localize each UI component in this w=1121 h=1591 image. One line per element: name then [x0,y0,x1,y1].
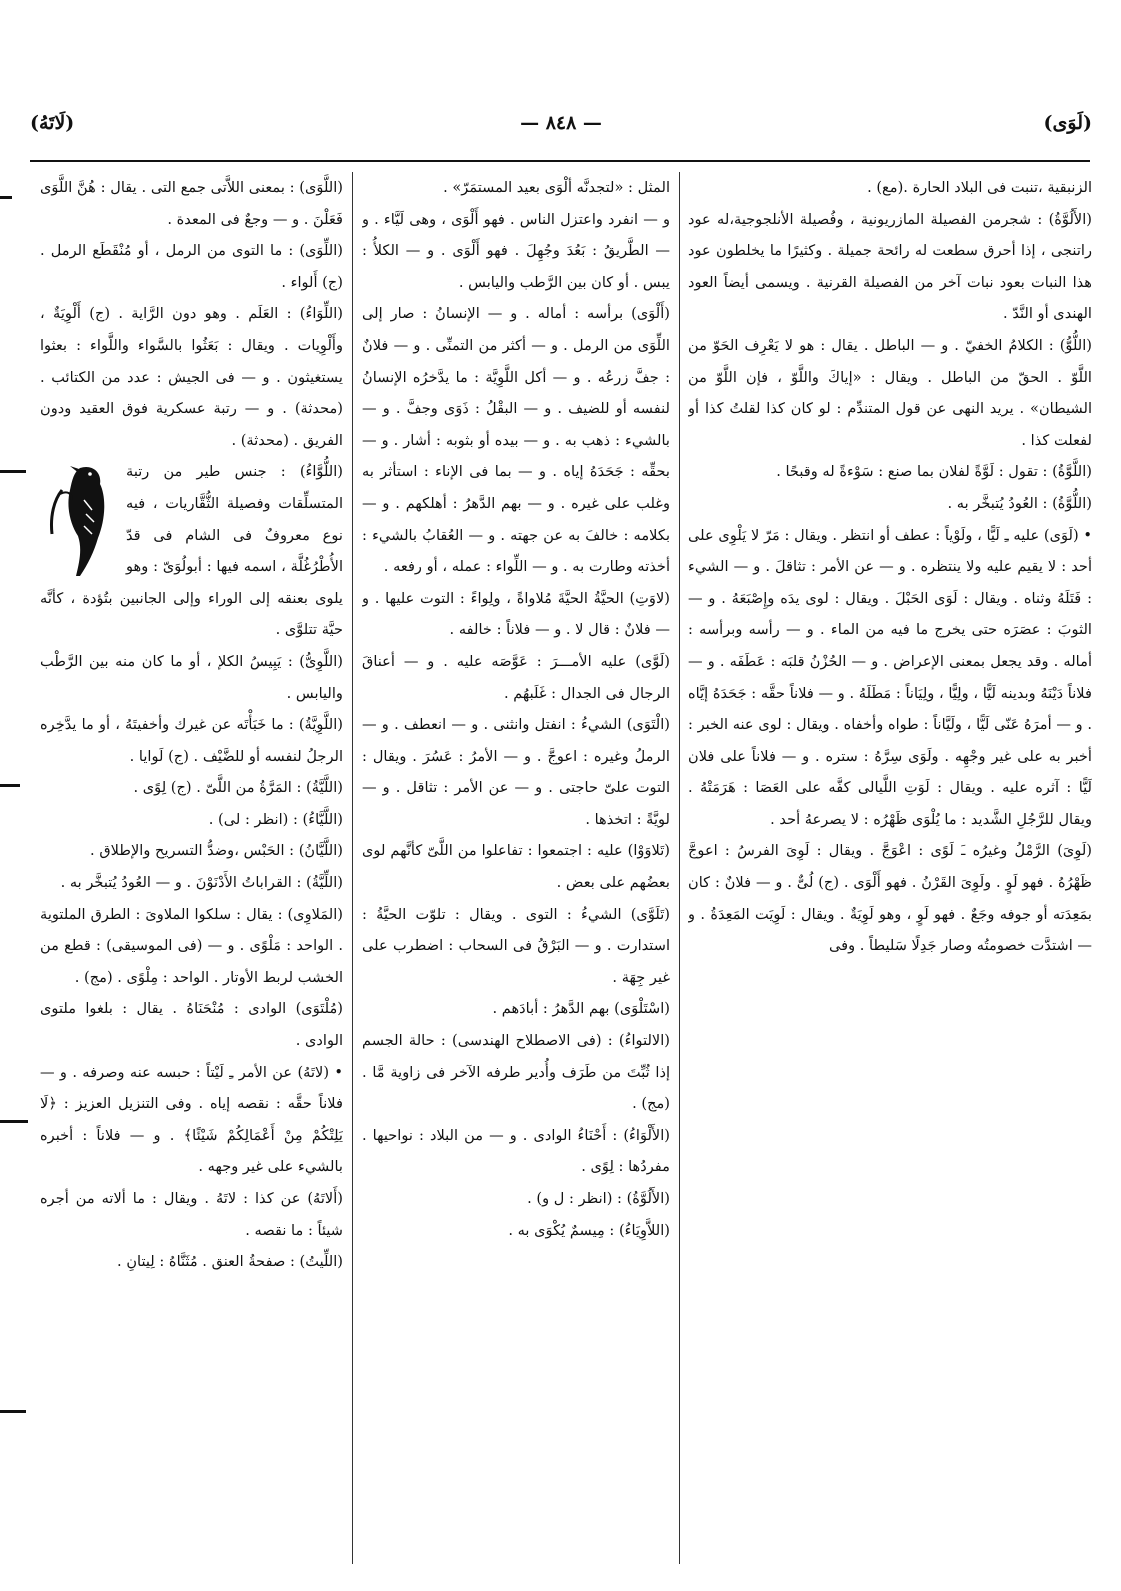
entry: (الْتَوَى) الشيءُ : انفتل وانثنى . و — انعطف . و — الرملُ وغيره : اعوجَّ . و — الأمرُ : عَسُرَ . ويقال : التوت علىّ حاجتى . و — عن الأمر : تثاقل . و — لويَّةً : اتخذها . [362,716,670,828]
entry: و — انفرد واعتزل الناس . فهو أَلْوَى ، وهى لَيَّاء . و — الطَّريقُ : بَعُدَ وجُهِلَ . فهو أَلْوَى . و — الكلأُ : يبس . أو كان بين الرَّطب واليابس . [362,210,670,291]
entry: (الأَلْوَاءُ) : أَحْنَاءُ الوادى . و — من البلاد : نواحيها . مفردُها : لِوًى . [362,1126,670,1176]
entry: (اللَّوَّةُ) : تقول : لَوَّةً لفلان بما صنع : سَوْءةً له وقبحًا . [776,463,1092,481]
entry: (أَلْوَى) برأسه : أماله . و — الإنسانُ : صار إلى اللِّوَى من الرمل . و — أكثر من التمنِّى . و — فلانٌ : جفَّ زرعُه . و — أكل اللَّوِيَّة : ما يدَّخرُه الإنسانُ لنفسه أو للضيف . و — البقْلُ : ذَوَى وجفَّ . و — بالشيء : ذهب به . و — بيده أو بثوبه : أشار . و — بحقِّه : جَحَدَهُ إياه . و — بما فى الإناء : استأثر به وغلب على غيره . و — بهم الدَّهرُ : أهلكهم . و — بكلامه : خالفَ به عن جهته . و — العُقابُ بالشيء : أخذته وطارت به . و — اللِّواء : عمله ، أو رفعه . [362,305,670,576]
entry: (اللَّيَّةُ) : المَرَّةُ من اللَّىّ . (ج) لِوًى . [133,779,343,797]
entry: المثل : «لتجدنَّه ألْوَى بعيد المستمَرّ» . [443,179,670,196]
entry: (لَوَّى) عليه الأمـــرَ : عَوَّصَه عليه . و — أعناقَ الرجال فى الجدال : غَلَبهُم . [362,652,670,702]
entry: (اللَّيَّاءُ) : (انظر : لى) . [208,810,343,828]
entry: (اللاَّوِيَاءُ) : مِيسمٌ يُكْوَى به . [508,1221,670,1239]
column-right [688,172,1092,1562]
scan-margin-mark [0,470,26,473]
entry: (أَلاتَهُ) عن كذا : لاتَهُ . ويقال : ما ألاته من أجره شيئاً : ما نقصه . [40,1190,343,1239]
entry: (اللُّوَّةُ) : العُودُ يُتبخَّر به . [947,494,1092,512]
entry: (لَوِىَ) الرَّمْلُ وغيرُه ـَ لَوًى : اعْوَجَّ . ويقال : لَوِىَ الفرسُ : اعوجَّ ظَهْرُهُ . فهو لَوٍ . ولَوِىَ القَرْنُ . فهو أَلْوَى . (ج) لُىٌّ . و — فلانٌ : كان بمَعِدَته أو جوفه وجَعٌ . فهو لَوٍ ، وهو لَوِيَةٌ . ويقال : لَوِيَت المَعِدَةُ . و — اشتدَّت خصومتُه وصار جَدِلًا سَليطاً . وفى [688,842,1092,955]
entry: (اللَّوِيَّةُ) : ما خَبَأْتَه عن غيرك وأخفيتَهُ ، أو ما يدَّخِره الرجلُ لنفسه أو للضَّيْف . (ج) لَوايا . [40,716,343,765]
entry: (اسْتَلْوَى) بهم الدَّهرُ : أبادَهم . [492,1000,670,1018]
entry: (اللَّوَى) : بمعنى اللاَّتى جمع التى . يقال : هُنَّ اللَّوَى فَعَلْنَ . و — وجعٌ فى المعدة . [40,179,343,228]
woodpecker-bird-illustration [40,460,122,580]
entry: (المَلاوِى) : يقال : سلكوا الملاوىَ : الطرق الملتوية . الواحد : مَلْوًى . و — (فى الموسيقى) : قطع من الخشب لربط الأوتار . الواحد : مِلْوًى . (مج) . [40,905,343,986]
entry: (اللَّيَّانُ) : الحَبْس ،وضدُّ التسريح والإطلاق . [90,842,343,860]
entry: (تَلاوَوْا) عليه : اجتمعوا : تفاعلوا من اللَّىّ كأنَّهم لوى بعضُهم على بعض . [362,842,670,892]
column-left [40,172,343,1562]
guide-word-left: (لَاتَهُ) [30,112,75,134]
entry: (اللُّوُّ) : الكلامُ الخفيّ . و — الباطل . يقال : هو لا يَعْرِف الحَوّ من اللَّوّ . الحقّ من الباطل . ويقال : «إياكَ واللَّوّ ، فإن اللَّوّ من الشيطان» . يريد النهى عن قول المتندِّم : لو كان كذا لقلتُ كذا أو لفعلت كذا . [688,336,1092,449]
entry: (لاوَتِ) الحيَّةُ الحيَّةَ مُلاواةً ، ولِواءً : التوت عليها . و — فلانٌ : قال لا . و — فلاناً : خالفه . [362,589,670,639]
page-number: — ٨٤٨ — [520,112,602,134]
entry: الزنبقية ،تنبت فى البلاد الحارة .(مع) . [867,179,1092,196]
entry: (اللَّوِىُّ) : يَبِيسُ الكلإ ، أو ما كان منه بين الرَّطْب واليابس . [40,652,343,702]
entry: • (لاتَهُ) عن الأمر ـِ لَيْتاً : حبسه عنه وصرفه . و — فلاناً حقَّه : نقصه إياه . وفى التنزيل العزيز : ﴿لَا يَلِتْكُمْ مِنْ أَعْمَالِكُمْ شَيْئًا﴾ . و — فلاناً : أخبره بالشيء على غير وجهه . [40,1063,343,1176]
entry: (الأَلُوَّةُ) : شجرمن الفصيلة المازريونية ، وفُصيلة الأنلجوجية،له عود راتنجى ، إذا أحرق سطعت له رائحة جميلة . وكثيرًا ما يخلطون عود هذا النبات بعود نبات آخر من الفصيلة القرنية . ويسمى أيضاً العود الهندى أو النَّدّ . [688,210,1092,323]
entry: • (لَوَى) عليه ـِ لَيًّا ، ولَوْياً : عطف أو انتظر . ويقال : مَرّ لا يَلْوِى على أحد : لا يقيم عليه ولا ينتظره . و — عن الأمر : تثاقلَ . و — الشيء : فَتَلَهُ وثناه . ويقال : لَوَى الحَبْلَ . ويقال : لوى يدَه وإِصْبَعَهُ . و — الثوبَ : عصَرَه حتى يخرج ما فيه من الماء . و — رأسه وبرأسه : أماله . وقد يجعل بمعنى الإعراض . و — الحُزْنُ قلبَه : عَطَفَه . و — فلاناً دَيْنَهُ وبدينه لَيًّا ، ولِيًّا ، ولِيَاناً : مَطَلَهُ . و — فلاناً حقَّه : جَحَدَهُ إيَّاه . و — أمرَهُ عَنّى لَيًّا ، ولَيَّاناً : طواه وأخفاه . ويقال : لوى عنه الخبر : أخبر به على غير وجْهِه . ولَوَى سِرَّهُ : ستره . و — فلاناً على فلان لَيًّا : آثره عليه . ويقال : لَوَتِ اللَّيالى كفَّه على العَصَا : هَرَمَتْهُ . ويقال للرَّجُلِ الشَّديد : ما يُلْوَى ظَهْرُه : لا يصرعهُ أحد . [688,526,1092,828]
scan-margin-mark [0,1410,26,1413]
scan-margin-mark [0,196,12,199]
guide-word-right: (لَوَى) [1043,112,1092,134]
entry: (اللُّوَّاءُ) : جنس طير من رتبة المتسلِّقات وفصيلة الثُّقَّاريات ، فيه نوع معروفٌ فى الشام فى قدّ الأُطْرُغُلَّة ، اسمه فيها : أبولُوَىّ : وهو يلوى بعنقه إلى الوراء وإلى الجانبين بتُؤدة ، كأنَّه حيَّة تتلوَّى . [40,463,343,639]
entry: (اللِّيَّةُ) : القراباتُ الأَدْنَوْنَ . و — العُودُ يُتبخَّر به . [60,874,343,892]
entry: (تَلَوَّى) الشيءُ : التوى . ويقال : تلوّت الحيَّةُ : استدارت . و — البَرْقُ فى السحاب : اضطرب على غير جِهَة . [362,905,670,986]
entry: (الالتواءُ) : (فى الاصطلاح الهندسى) : حالة الجسم إذا ثُبِّتَ من طَرَف وأُدير طرفه الآخر فى زاوية مَّا . (مج) . [362,1032,670,1113]
entry: (مُلْتَوَى) الوادى : مُنْحَنَاهُ . يقال : بلغوا ملتوى الوادى . [40,1000,343,1050]
entry: (الأَلُوَّةُ) : (انظر : ل و) . [527,1190,670,1207]
page-header [30,112,1092,152]
scan-margin-mark [0,784,20,787]
entry: (اللِّيتُ) : صفحةُ العنق . مُثَنَّاهُ : لِيتانِ . [117,1253,343,1271]
entry: (اللِّوَاءُ) : العَلَم . وهو دون الرَّاية . (ج) أَلْوِيَةٌ ، وأَلْوِيات . ويقال : بَعَثُوا بالسَّواء واللَّواء : بعثوا يستغيثون . و — فى الجيش : عدد من الكتائب . (محدثة) . و — رتبة عسكرية فوق العقيد ودون الفريق . (محدثة) . [40,305,343,449]
column-divider [352,172,353,1564]
entry: (اللِّوَى) : ما التوى من الرمل ، أو مُنْقَطَع الرمل . (ج) أَلواء . [40,242,343,291]
scan-margin-mark [0,1120,28,1123]
header-rule [30,160,1090,162]
column-divider [679,172,680,1564]
column-middle [362,172,670,1562]
